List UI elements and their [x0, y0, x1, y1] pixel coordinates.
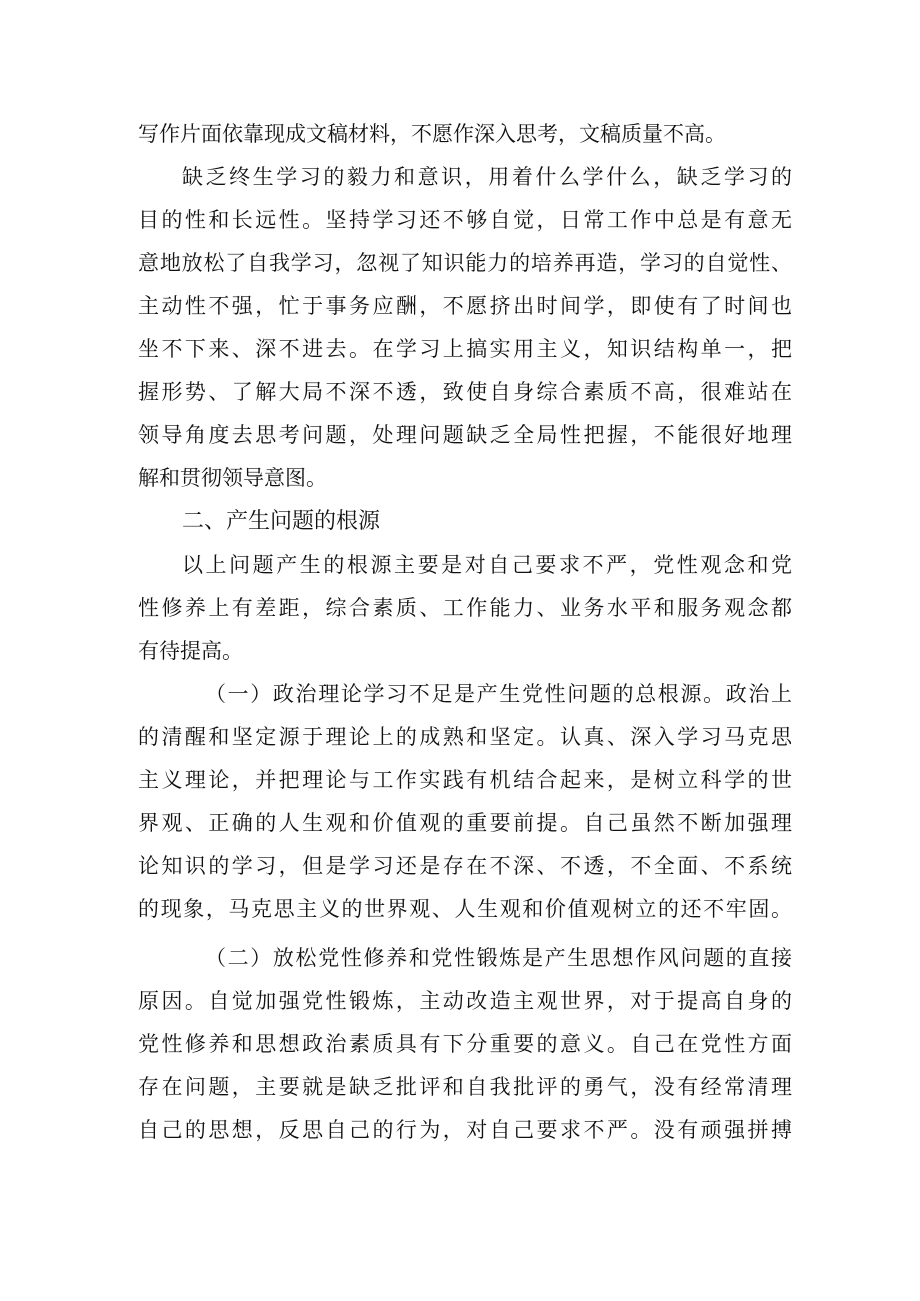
text-line: 界观、正确的人生观和价值观的重要前提。自己虽然不断加强理 [138, 811, 792, 835]
text-line: （一）政治理论学习不足是产生党性问题的总根源。政治上 [205, 682, 792, 706]
text-line: 党性修养和思想政治素质具有下分重要的意义。自己在党性方面 [138, 1032, 792, 1056]
text-line: 原因。自觉加强党性锻炼，主动改造主观世界，对于提高自身的 [138, 989, 792, 1013]
text-line: 论知识的学习，但是学习还是存在不深、不透，不全面、不系统 [138, 854, 792, 878]
section-heading: 二、产生问题的根源 [182, 509, 381, 534]
text-line: 解和贯彻领导意图。 [138, 466, 327, 490]
text-line: 以上问题产生的根源主要是对自己要求不严，党性观念和党 [182, 553, 792, 577]
text-line: 自己的思想，反思自己的行为，对自己要求不严。没有顽强拼搏 [138, 1118, 792, 1142]
text-line: 意地放松了自我学习，忽视了知识能力的培养再造，学习的自觉性、 [138, 251, 792, 275]
text-line: 主义理论，并把理论与工作实践有机结合起来，是树立科学的世 [138, 768, 792, 792]
text-line: 的清醒和坚定源于理论上的成熟和坚定。认真、深入学习马克思 [138, 725, 792, 749]
text-line: 目的性和长远性。坚持学习还不够自觉，日常工作中总是有意无 [138, 208, 792, 232]
text-line: 写作片面依靠现成文稿材料，不愿作深入思考，文稿质量不高。 [138, 122, 726, 146]
text-line: 的现象，马克思主义的世界观、人生观和价值观树立的还不牢固。 [138, 897, 792, 921]
text-line: 有待提高。 [138, 639, 243, 663]
text-line: 存在问题，主要就是缺乏批评和自我批评的勇气，没有经常清理 [138, 1075, 792, 1099]
text-line: 主动性不强，忙于事务应酬，不愿挤出时间学，即使有了时间也 [138, 294, 792, 318]
text-line: 缺乏终生学习的毅力和意识，用着什么学什么，缺乏学习的 [182, 165, 792, 189]
text-line: 性修养上有差距，综合素质、工作能力、业务水平和服务观念都 [138, 596, 792, 620]
text-line: 坐不下来、深不进去。在学习上搞实用主义，知识结构单一，把 [138, 337, 792, 361]
text-line: （二）放松党性修养和党性锻炼是产生思想作风问题的直接 [205, 946, 792, 970]
text-line: 领导角度去思考问题，处理问题缺乏全局性把握，不能很好地理 [138, 423, 792, 447]
text-line: 握形势、了解大局不深不透，致使自身综合素质不高，很难站在 [138, 380, 792, 404]
